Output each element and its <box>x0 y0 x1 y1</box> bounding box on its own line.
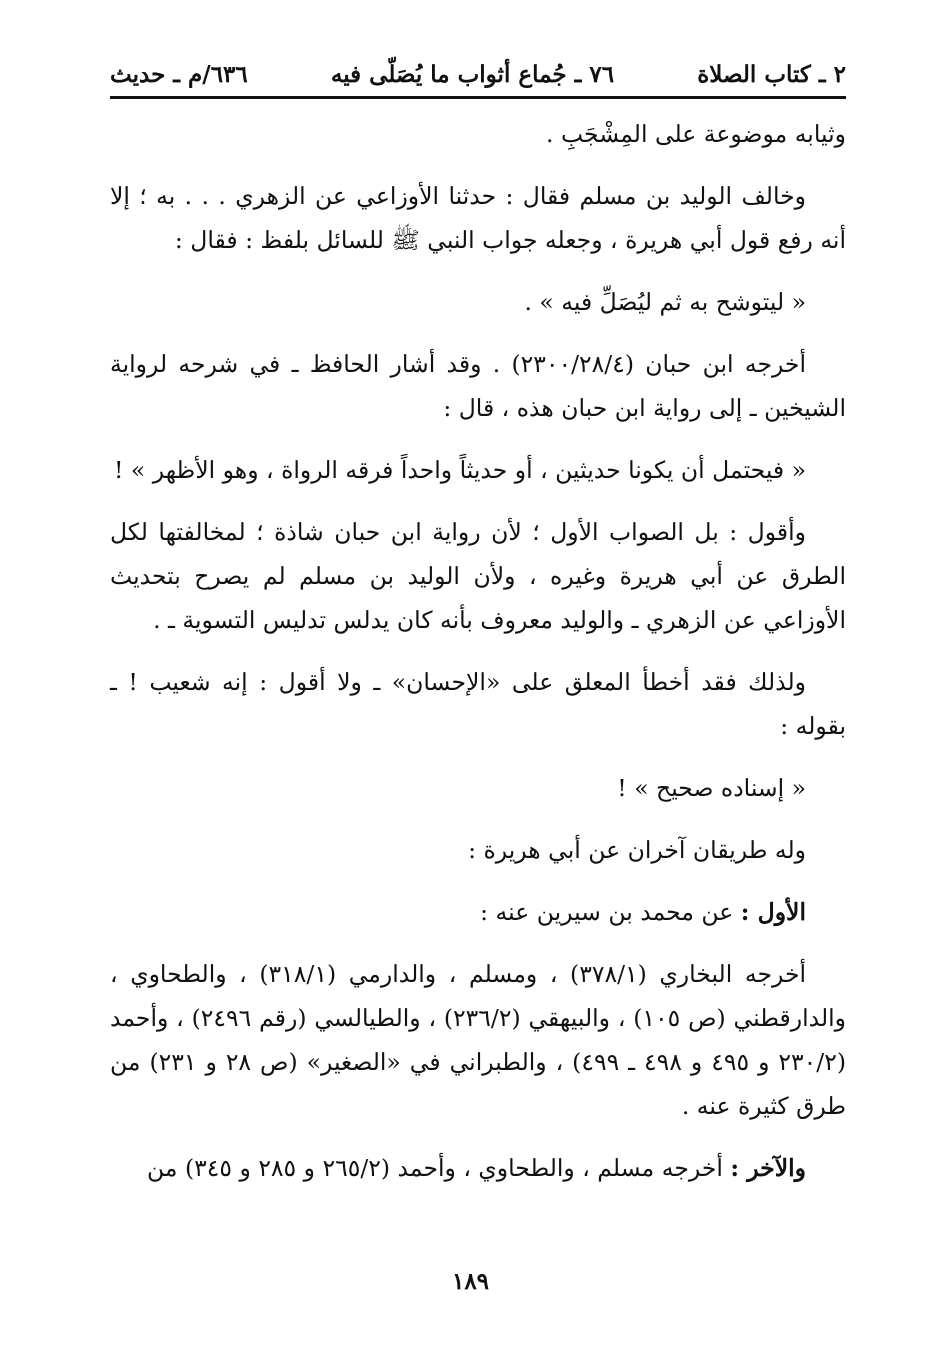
paragraph-2: وخالف الوليد بن مسلم فقال : حدثنا الأوزاعي عن الزهري . . . به ؛ إلا أنه رفع قول أبي هريرة ، وجعله جواب النبي ﷺ للسائل بلفظ : فقال : <box>110 182 846 254</box>
quotation-3: « إسناده صحيح » ! <box>617 774 806 802</box>
quotation-2: « فيحتمل أن يكونا حديثين ، أو حديثاً واحداً فرقه الرواة ، وهو الأظهر » ! <box>114 456 806 484</box>
paragraph-3: أخرجه ابن حبان (٢٣٠٠/٢٨/٤) . وقد أشار الحافظ ـ في شرحه لرواية الشيخين ـ إلى رواية ابن حبان هذه ، قال : <box>110 350 846 422</box>
paragraph-4: وأقول : بل الصواب الأول ؛ لأن رواية ابن حبان شاذة ؛ لمخالفتها لكل الطرق عن أبي هريرة وغيره ، ولأن الوليد بن مسلم لم يصرح بتحديث الأوزاعي عن الزهري ـ والوليد معروف بأنه كان يدلس تدليس التسوية ـ . <box>110 518 846 634</box>
quotation-1: « ليتوشح به ثم ليُصَلِّ فيه » . <box>524 288 806 316</box>
section-title: ٧٦ ـ جُماع أثواب ما يُصَلّى فيه <box>330 60 615 88</box>
running-header <box>110 54 846 94</box>
page-body <box>110 112 846 1208</box>
page-number: ١٨٩ <box>451 1268 490 1295</box>
paragraph-9-lead: والآخر : <box>730 1154 806 1182</box>
paragraph-7-text: عن محمد بن سيرين عنه : <box>480 898 741 926</box>
paragraph-8: أخرجه البخاري (٣٧٨/١) ، ومسلم ، والدارمي (٣١٨/١) ، والطحاوي ، والدارقطني (ص ١٠٥) ، والبيهقي (٢٣٦/٢) ، والطيالسي (رقم ٢٤٩٦) ، وأحمد (٢٣٠/٢ و ٤٩٥ و ٤٩٨ ـ ٤٩٩) ، والطبراني في «الصغير» (ص ٢٨ و ٢٣١) من طرق كثيرة عنه . <box>110 960 846 1120</box>
chapter-title: ٢ ـ كتاب الصلاة <box>697 60 846 88</box>
paragraph-9 <box>110 1146 846 1190</box>
hadith-number: ٦٣٦/م ـ حديث <box>110 60 248 88</box>
paragraph-1: وثيابه موضوعة على المِشْجَبِ . <box>546 120 846 148</box>
paragraph-9-text: أخرجه مسلم ، والطحاوي ، وأحمد (٢٦٥/٢ و ٢٨٥ و ٣٤٥) من <box>147 1154 731 1182</box>
paragraph-6: وله طريقان آخران عن أبي هريرة : <box>468 836 806 864</box>
paragraph-5: ولذلك فقد أخطأ المعلق على «الإحسان» ـ ولا أقول : إنه شعيب ! ـ بقوله : <box>110 668 846 740</box>
header-divider <box>110 96 846 99</box>
paragraph-7-lead: الأول : <box>740 898 806 926</box>
paragraph-7 <box>110 890 846 934</box>
